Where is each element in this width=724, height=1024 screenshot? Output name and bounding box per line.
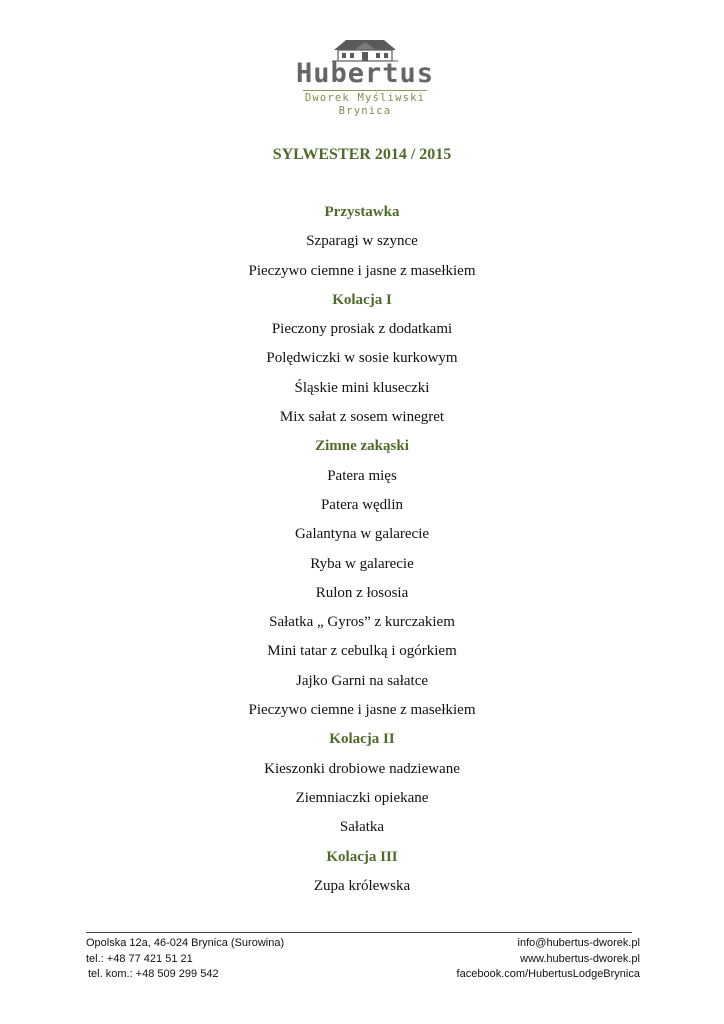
footer-mobile: tel. kom.: +48 509 299 542	[88, 968, 219, 980]
hubertus-logo	[290, 38, 440, 124]
menu-item: Szparagi w szynce	[306, 233, 418, 250]
menu-section-heading: Zimne zakąski	[315, 438, 409, 455]
menu-item: Ryba w galarecie	[310, 555, 414, 572]
menu-item: Zupa królewska	[313, 877, 411, 894]
menu-item: Kieszonki drobiowe nadziewane	[264, 760, 460, 777]
menu-item: Mix sałat z sosem winegret	[279, 409, 445, 426]
menu-section-heading: Kolacja II	[329, 731, 395, 748]
menu-section-heading: Przystawka	[324, 204, 400, 220]
menu-section-heading: Kolacja I	[332, 291, 392, 308]
menu-item: Mini tatar z cebulką i ogórkiem	[267, 643, 457, 660]
menu-item: Ziemniaczki opiekane	[295, 789, 429, 806]
footer-website[interactable]: www.hubertus-dworek.pl	[520, 952, 640, 965]
menu-item: Pieczony prosiak z dodatkami	[271, 321, 453, 338]
footer-phone: tel.: +48 77 421 51 21	[86, 952, 193, 965]
logo-divider	[303, 90, 427, 91]
footer-facebook[interactable]: facebook.com/HubertusLodgeBrynica	[456, 968, 640, 980]
menu-section-heading: Kolacja III	[326, 848, 398, 865]
menu-item: Śląskie mini kluseczki	[294, 379, 430, 396]
menu-item: Polędwiczki w sosie kurkowym	[266, 350, 458, 367]
title-spacer	[0, 169, 724, 198]
menu-item: Patera wędlin	[320, 496, 404, 513]
menu-item: Sałatka „ Gyros” z kurczakiem	[269, 614, 455, 631]
logo-name: Hubertus	[295, 58, 435, 89]
footer-address: Opolska 12a, 46-024 Brynica (Surowina)	[86, 937, 285, 949]
menu-item: Pieczywo ciemne i jasne z masełkiem	[248, 262, 476, 279]
logo-subtitle: Dworek Myśliwski	[304, 92, 426, 104]
page-title: SYLWESTER 2014 / 2015	[272, 146, 452, 163]
footer-email[interactable]: info@hubertus-dworek.pl	[517, 937, 640, 949]
footer-divider	[86, 932, 632, 933]
menu	[0, 140, 724, 901]
footer	[86, 936, 640, 983]
menu-item: Rulon z łososia	[315, 584, 409, 601]
menu-item: Galantyna w galarecie	[294, 526, 430, 543]
logo-location: Brynica	[338, 105, 392, 117]
menu-item: Pieczywo ciemne i jasne z masełkiem	[248, 702, 476, 719]
menu-item: Jajko Garni na sałatce	[295, 672, 429, 689]
menu-list	[0, 198, 724, 901]
menu-item: Patera mięs	[327, 467, 397, 484]
menu-item: Sałatka	[339, 819, 385, 836]
